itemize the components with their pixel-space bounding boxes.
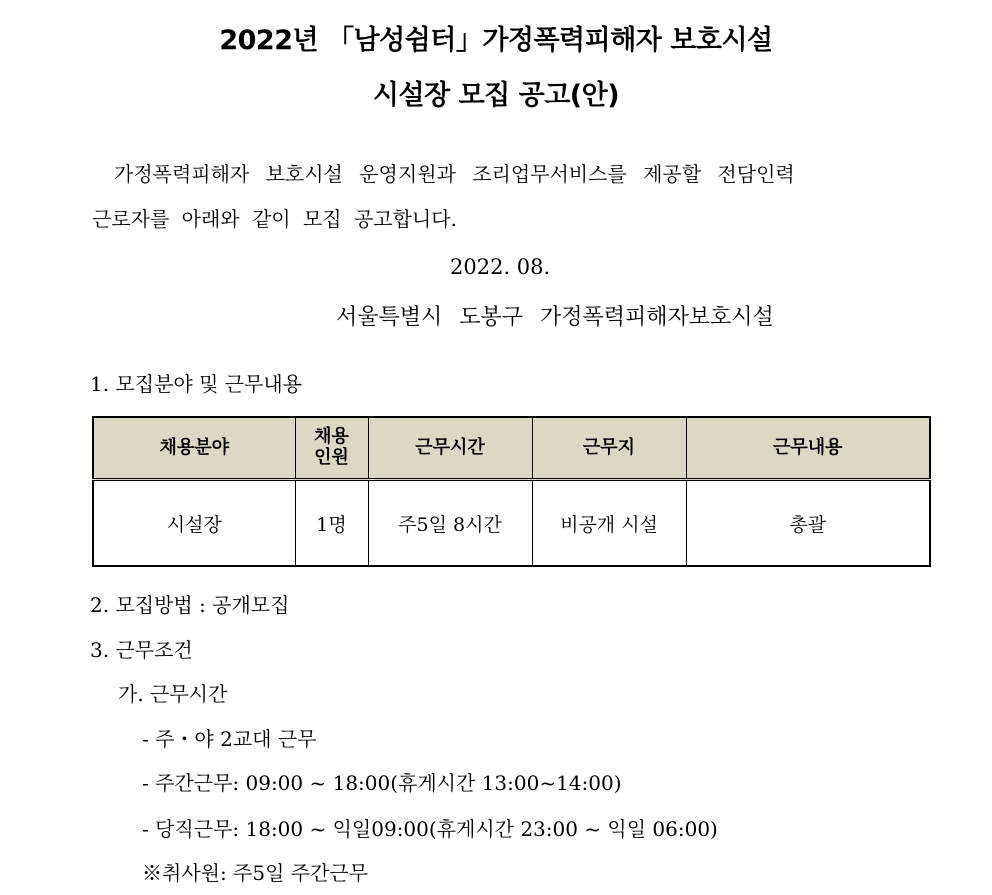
- header-cell-field: 채용분야: [93, 417, 295, 480]
- work-hours-bullet-3: - 당직근무: 18:00 ~ 익일09:00(휴게시간 23:00 ~ 익일 06:00): [142, 817, 718, 841]
- cell-field: 시설장: [93, 480, 295, 567]
- header-headcount-text: 채용 인원: [314, 426, 349, 468]
- intro-paragraph-line1: 가정폭력피해자 보호시설 운영지원과 조리업무서비스를 제공할 전담인력: [114, 162, 795, 186]
- table-header-row: [93, 417, 930, 480]
- cell-hours: 주5일 8시간: [368, 480, 532, 567]
- document-title-line2: 시설장 모집 공고(안): [372, 80, 620, 111]
- cell-location: 비공개 시설: [532, 480, 686, 567]
- header-cell-hours: 근무시간: [368, 417, 532, 480]
- organization-name: 서울특별시 도봉구 가정폭력피해자보호시설: [336, 305, 774, 330]
- header-cell-location: 근무지: [532, 417, 686, 480]
- header-cell-headcount: [295, 417, 368, 480]
- recruitment-table: [92, 416, 931, 567]
- table-row: [93, 480, 930, 567]
- intro-paragraph-line2: 근로자를 아래와 같이 모집 공고합니다.: [92, 207, 457, 231]
- document-title-line1: 2022년 「남성쉼터」가정폭력피해자 보호시설: [219, 25, 773, 56]
- section3-subheading: 가. 근무시간: [118, 682, 228, 706]
- cell-duties: 총괄: [686, 480, 930, 567]
- cell-headcount: 1명: [295, 480, 368, 567]
- section3-heading: 3. 근무조건: [90, 638, 193, 662]
- work-hours-bullet-2: - 주간근무: 09:00 ~ 18:00(휴게시간 13:00~14:00): [142, 771, 622, 795]
- section2-heading: 2. 모집방법 : 공개모집: [90, 593, 290, 617]
- header-cell-duties: 근무내용: [686, 417, 930, 480]
- section1-heading: 1. 모집분야 및 근무내용: [90, 372, 303, 396]
- cook-note: ※취사원: 주5일 주간근무: [142, 861, 369, 885]
- announcement-date: 2022. 08.: [450, 255, 551, 279]
- work-hours-bullet-1: - 주・야 2교대 근무: [142, 727, 317, 751]
